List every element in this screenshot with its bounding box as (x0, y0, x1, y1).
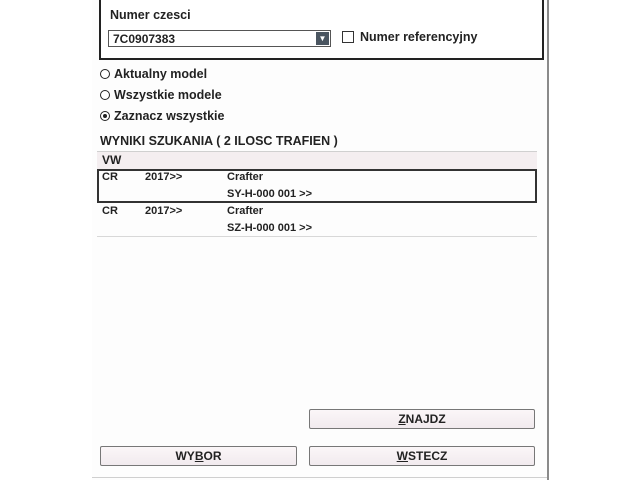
results-list[interactable] (97, 151, 537, 237)
select-label-pre: WY (175, 449, 195, 463)
result-code: CR (102, 205, 118, 217)
radio-checked-icon[interactable] (100, 111, 110, 121)
radio-icon[interactable] (100, 69, 110, 79)
result-row[interactable] (97, 203, 537, 237)
find-button[interactable] (309, 409, 535, 429)
radio-label: Aktualny model (114, 67, 208, 81)
select-button[interactable] (100, 446, 297, 466)
find-mnemonic: Z (398, 412, 406, 426)
find-label-post: NAJDZ (405, 412, 446, 426)
result-chassis-range: SZ-H-000 001 >> (227, 222, 312, 234)
chevron-down-icon: ▼ (318, 33, 327, 43)
bottom-divider (92, 477, 547, 478)
combo-dropdown-button[interactable] (316, 32, 329, 45)
result-row[interactable] (97, 169, 537, 203)
back-label-post: STECZ (407, 449, 448, 463)
part-number-combobox[interactable] (108, 30, 331, 47)
radio-current-model[interactable] (100, 67, 207, 81)
radio-all-models[interactable] (100, 88, 222, 102)
results-title: WYNIKI SZUKANIA ( 2 ILOSC TRAFIEN ) (100, 134, 338, 148)
back-button[interactable] (309, 446, 535, 466)
result-year: 2017>> (145, 205, 183, 217)
part-number-group (99, 0, 544, 60)
radio-select-all[interactable] (100, 109, 224, 123)
window-edge (547, 0, 549, 480)
select-label-post: OR (203, 449, 222, 463)
result-model: Crafter (227, 171, 264, 183)
select-mnemonic: B (194, 449, 204, 463)
brand-group-header: VW (97, 151, 537, 169)
radio-icon[interactable] (100, 90, 110, 100)
part-number-value: 7C0907383 (113, 32, 176, 46)
result-code: CR (102, 171, 118, 183)
part-number-label: Numer czesci (110, 8, 191, 22)
reference-number-checkbox[interactable] (342, 30, 477, 44)
radio-label: Zaznacz wszystkie (114, 109, 225, 123)
checkbox-box[interactable] (342, 31, 354, 43)
result-model: Crafter (227, 205, 264, 217)
back-mnemonic: W (396, 449, 408, 463)
radio-label: Wszystkie modele (114, 88, 222, 102)
result-chassis-range: SY-H-000 001 >> (227, 188, 313, 200)
reference-number-label: Numer referencyjny (360, 30, 478, 44)
result-year: 2017>> (145, 171, 183, 183)
